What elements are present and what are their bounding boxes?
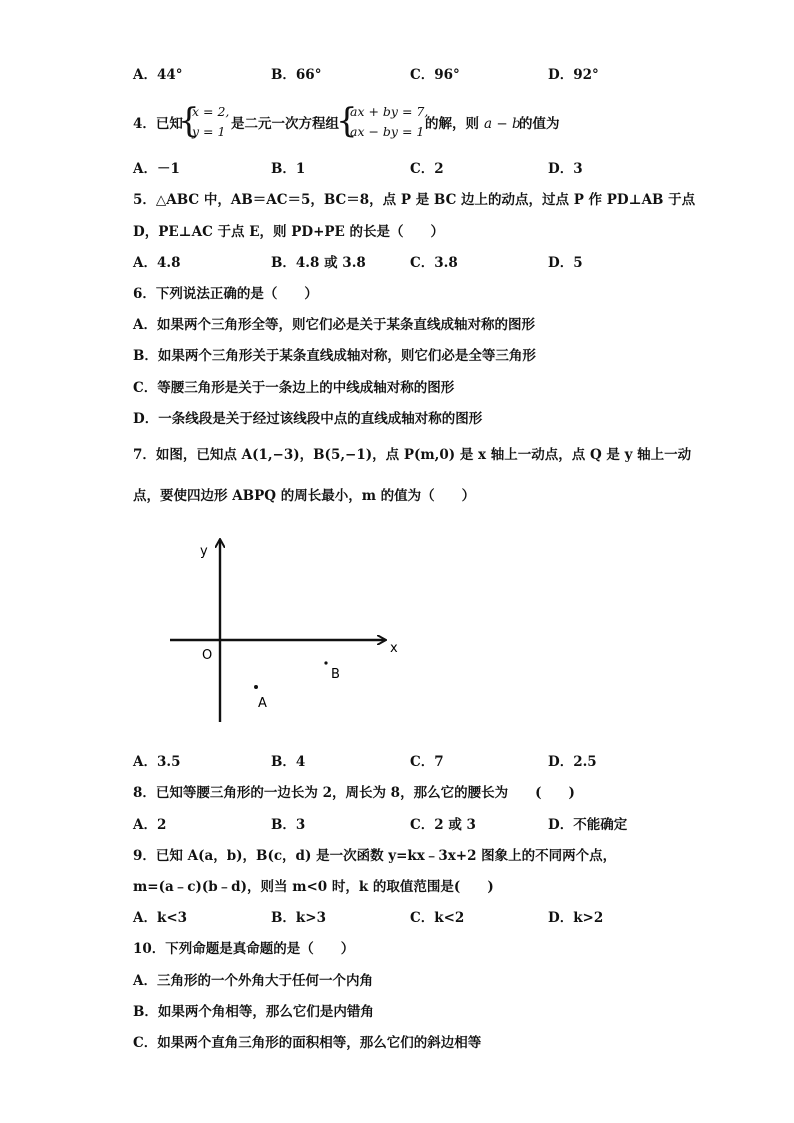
point-a-label: A (258, 696, 267, 711)
q8-option-a: A．2 (133, 817, 167, 833)
q5-option-a: A．4.8 (133, 255, 181, 271)
y-axis-label: y (200, 544, 208, 559)
q10-option-b: B．如果两个角相等，那么它们是内错角 (133, 1004, 374, 1020)
point-b-label: B (331, 667, 340, 682)
q5-option-b: B．4.8 或 3.8 (271, 255, 366, 271)
q3-option-c: C．96° (410, 67, 460, 83)
q6-option-d: D．一条线段是关于经过该线段中点的直线成轴对称的图形 (133, 411, 483, 427)
q3-option-b: B．66° (271, 67, 322, 83)
q4-brace-1: { (178, 101, 200, 141)
q7-option-b: B．4 (271, 754, 306, 770)
q4-system1-line2: y = 1 (192, 124, 226, 139)
q4-middle: 是二元一次方程组 (231, 116, 339, 132)
q4-system2-line1: ax + by = 7, (350, 104, 429, 119)
q4-option-d: D．3 (548, 161, 583, 177)
q4-prefix: 4．已知 (133, 116, 183, 132)
q4-brace-2: { (336, 101, 358, 141)
q7-option-c: C．7 (410, 754, 444, 770)
q9-stem-line1: 9．已知 A(a，b)，B(c，d) 是一次函数 y=kx﹣3x+2 图象上的不同两个点， (133, 848, 617, 864)
q4-system1-line1: x = 2, (192, 104, 230, 119)
q8-option-b: B．3 (271, 817, 306, 833)
q9-option-c: C．k<2 (410, 910, 465, 926)
q6-option-a: A．如果两个三角形全等，则它们必是关于某条直线成轴对称的图形 (133, 317, 535, 333)
q4-expression: a − b (484, 116, 521, 132)
q6-stem: 6．下列说法正确的是（ ） (133, 286, 318, 302)
q5-option-d: D．5 (548, 255, 583, 271)
q9-option-d: D．k>2 (548, 910, 604, 926)
q7-stem-line1: 7．如图，已知点 A(1,−3)，B(5,−1)，点 P(m,0) 是 x 轴上一动点，点 Q 是 y 轴上一动 (133, 447, 692, 463)
q5-stem-line1: 5．△ABC 中，AB＝AC＝5，BC＝8，点 P 是 BC 边上的动点，过点 P 作 PD⊥AB 于点 (133, 192, 696, 208)
q7-option-d: D．2.5 (548, 754, 597, 770)
q10-option-c: C．如果两个直角三角形的面积相等，那么它们的斜边相等 (133, 1035, 482, 1051)
q10-option-a: A．三角形的一个外角大于任何一个内角 (133, 973, 373, 989)
q4-tail: 的值为 (519, 116, 560, 132)
q6-option-c: C．等腰三角形是关于一条边上的中线成轴对称的图形 (133, 380, 455, 396)
point-b (324, 661, 327, 664)
x-axis-label: x (390, 641, 398, 656)
q8-option-c: C．2 或 3 (410, 817, 476, 833)
q4-option-b: B．1 (271, 161, 306, 177)
q6-option-b: B．如果两个三角形关于某条直线成轴对称，则它们必是全等三角形 (133, 348, 536, 364)
q7-stem-line2: 点，要使四边形 ABPQ 的周长最小，m 的值为（ ） (133, 488, 476, 504)
q4-option-c: C．2 (410, 161, 444, 177)
q8-option-d: D．不能确定 (548, 817, 628, 833)
q3-option-a: A．44° (133, 67, 183, 83)
q5-option-c: C．3.8 (410, 255, 458, 271)
q3-option-d: D．92° (548, 67, 599, 83)
q4-option-a: A．－1 (133, 161, 180, 177)
q8-stem: 8．已知等腰三角形的一边长为 2，周长为 8，那么它的腰长为 ( ) (133, 785, 575, 801)
q9-option-a: A．k<3 (133, 910, 188, 926)
q10-stem: 10．下列命题是真命题的是（ ） (133, 941, 355, 957)
q9-option-b: B．k>3 (271, 910, 326, 926)
q4-post: 的解，则 (425, 116, 479, 132)
q9-stem-line2: m=(a﹣c)(b﹣d)，则当 m<0 时，k 的取值范围是( ) (133, 879, 494, 895)
q4-system2-line2: ax − by = 1 (350, 124, 425, 139)
origin-label: O (202, 648, 213, 663)
q7-option-a: A．3.5 (133, 754, 181, 770)
q5-stem-line2: D，PE⊥AC 于点 E，则 PD+PE 的长是（ ） (133, 224, 445, 240)
q7-coordinate-figure (160, 530, 410, 730)
point-a (254, 685, 258, 689)
